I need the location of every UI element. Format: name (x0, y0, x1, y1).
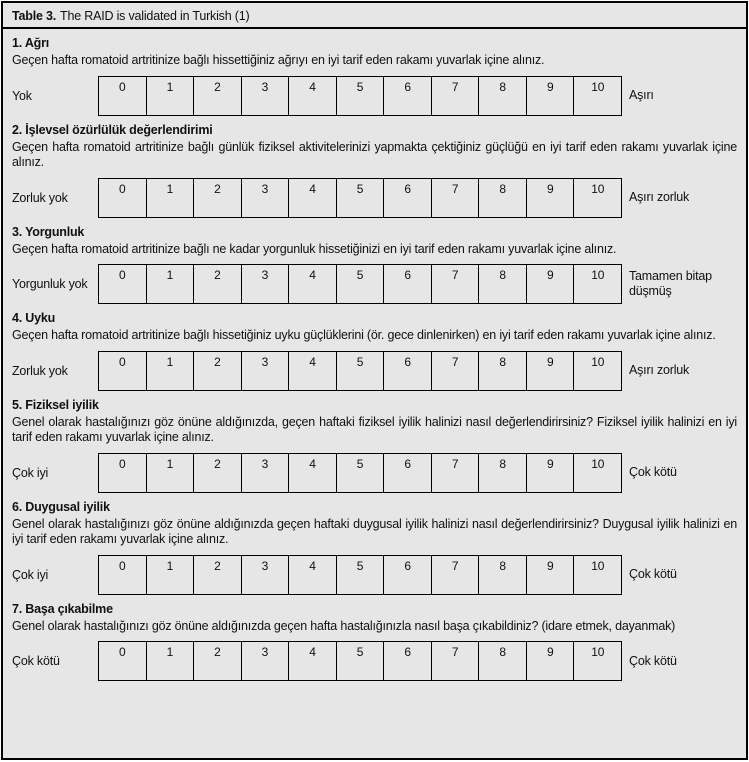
item-6-scale-row (12, 555, 737, 595)
scale-cell-10: 10 (591, 456, 605, 471)
item-6-right-anchor: Çok kötü (629, 567, 677, 581)
scale-cell-1: 1 (147, 179, 195, 217)
scale-cell-5: 5 (337, 642, 385, 680)
item-4-heading: 4. Uyku (12, 311, 56, 325)
scale-cell-7: 7 (432, 352, 480, 390)
item-3-scale (98, 264, 622, 304)
scale-cell-7: 7 (432, 77, 480, 115)
item-5-physical-wellbeing (12, 398, 737, 493)
item-2-scale (98, 178, 622, 218)
scale-cell-7: 7 (432, 642, 480, 680)
item-7-scale-row (12, 641, 737, 681)
scale-cell-10: 10 (591, 181, 605, 196)
scale-cell-2: 2 (194, 77, 242, 115)
scale-cell-3: 3 (242, 642, 290, 680)
scale-cell-2: 2 (194, 454, 242, 492)
scale-cell-2: 2 (194, 556, 242, 594)
scale-cell-3: 3 (242, 454, 290, 492)
scale-cell-3: 3 (242, 179, 290, 217)
scale-cell-6: 6 (384, 454, 432, 492)
item-1-description: Geçen hafta romatoid artritinize bağlı hissettiğiniz ağrıyı en iyi tarif eden rakamı yuvarlak içine alınız. (12, 53, 545, 67)
scale-cell-6: 6 (384, 77, 432, 115)
scale-cell-8: 8 (479, 265, 527, 303)
scale-cell-5: 5 (337, 77, 385, 115)
item-4-left-anchor: Zorluk yok (12, 363, 68, 378)
item-1-right-anchor: Aşırı (629, 88, 654, 102)
item-7-right-anchor: Çok kötü (629, 653, 677, 668)
scale-cell-0: 0 (99, 556, 147, 594)
table-caption (3, 3, 746, 29)
scale-cell-6: 6 (384, 642, 432, 680)
scale-cell-10: 10 (591, 354, 605, 369)
item-6-emotional-wellbeing (12, 500, 737, 595)
scale-cell-10: 10 (591, 268, 605, 282)
scale-cell-1: 1 (147, 265, 195, 303)
scale-cell-9: 9 (527, 642, 575, 680)
scale-cell-8: 8 (479, 642, 527, 680)
scale-cell-5: 5 (337, 179, 385, 217)
scale-cell-3: 3 (242, 77, 290, 115)
scale-cell-6: 6 (384, 352, 432, 390)
scale-cell-4: 4 (289, 556, 337, 594)
scale-cell-1: 1 (147, 77, 195, 115)
scale-cell-10: 10 (591, 645, 605, 659)
item-2-right-anchor: Aşırı zorluk (629, 190, 690, 204)
item-5-description: Genel olarak hastalığınızı göz önüne aldığınızda, geçen haftaki fiziksel iyilik halinizi nasıl değerlendirirsiniz? Fiziksel iyilik halinizi en iyi tarif eden rakamı yuvarlak içine alınız. (12, 414, 737, 444)
scale-cell-0: 0 (99, 77, 147, 115)
item-3-heading: 3. Yorgunluk (12, 224, 85, 239)
item-3-scale-row (12, 264, 737, 304)
item-7-left-anchor: Çok kötü (12, 654, 60, 668)
scale-cell-1: 1 (147, 556, 195, 594)
scale-cell-4: 4 (289, 454, 337, 492)
scale-cell-0: 0 (99, 454, 147, 492)
item-7-description: Genel olarak hastalığınızı göz önüne aldığınızda geçen hafta hastalığınızla nasıl başa çıkabildiniz? (idare etmek, dayanmak) (12, 618, 676, 633)
item-5-left-anchor: Çok iyi (12, 465, 49, 480)
scale-cell-9: 9 (527, 179, 575, 217)
scale-cell-1: 1 (147, 352, 195, 390)
table-caption-label: Table 3. (12, 9, 57, 23)
scale-cell-8: 8 (479, 77, 527, 115)
scale-cell-1: 1 (147, 642, 195, 680)
item-3-fatigue (12, 225, 737, 305)
scale-cell-4: 4 (289, 179, 337, 217)
scale-cell-6: 6 (384, 179, 432, 217)
scale-cell-8: 8 (479, 179, 527, 217)
scale-cell-8: 8 (479, 454, 527, 492)
scale-cell-7: 7 (432, 179, 480, 217)
item-2-functional-disability (12, 123, 737, 218)
scale-cell-5: 5 (337, 265, 385, 303)
item-5-scale (98, 453, 622, 493)
item-2-description: Geçen hafta romatoid artritinize bağlı günlük fiziksel aktivitelerinizi yapmakta çektiğiniz güçlüğü en iyi tarif eden rakamı yuvarlak içine alınız. (12, 139, 737, 169)
scale-cell-10: 10 (591, 558, 605, 573)
scale-cell-0: 0 (99, 352, 147, 390)
item-5-heading: 5. Fiziksel iyilik (12, 397, 99, 412)
item-3-left-anchor: Yorgunluk yok (12, 277, 88, 291)
scale-cell-3: 3 (242, 265, 290, 303)
scale-cell-0: 0 (99, 265, 147, 303)
item-6-scale (98, 555, 622, 595)
item-1-heading: 1. Ağrı (12, 36, 50, 50)
scale-cell-10: 10 (591, 79, 605, 94)
scale-cell-4: 4 (289, 642, 337, 680)
item-7-heading: 7. Başa çıkabilme (12, 601, 113, 616)
scale-cell-3: 3 (242, 556, 290, 594)
item-5-scale-row (12, 453, 737, 493)
item-1-pain (12, 36, 737, 116)
item-4-scale (98, 351, 622, 391)
table-caption-text: The RAID is validated in Turkish (1) (60, 9, 250, 23)
scale-cell-5: 5 (337, 352, 385, 390)
scale-cell-4: 4 (289, 265, 337, 303)
scale-cell-0: 0 (99, 642, 147, 680)
item-2-scale-row (12, 178, 737, 218)
scale-cell-9: 9 (527, 77, 575, 115)
item-5-right-anchor: Çok kötü (629, 465, 677, 479)
item-4-right-anchor: Aşırı zorluk (629, 363, 690, 377)
scale-cell-9: 9 (527, 454, 575, 492)
item-3-right-anchor: Tamamen bitap düşmüş (629, 269, 712, 298)
scale-cell-9: 9 (527, 556, 575, 594)
item-7-scale (98, 641, 622, 681)
scale-cell-4: 4 (289, 352, 337, 390)
item-4-sleep (12, 311, 737, 391)
scale-cell-6: 6 (384, 265, 432, 303)
item-4-description: Geçen hafta romatoid artritinize bağlı hissetiğiniz uyku güçlüklerini (ör. gece dinlenirken) en iyi tarif eden rakamı yuvarlak içine alınız. (12, 328, 716, 342)
scale-cell-2: 2 (194, 642, 242, 680)
scale-cell-8: 8 (479, 352, 527, 390)
item-7-coping (12, 602, 737, 682)
scale-cell-2: 2 (194, 179, 242, 217)
table3-raid-turkish (1, 1, 748, 760)
item-6-heading: 6. Duygusal iyilik (12, 499, 110, 514)
item-3-description: Geçen hafta romatoid artritinize bağlı ne kadar yorgunluk hissetiğinizi en iyi tarif eden rakamı yuvarlak içine alınız. (12, 241, 617, 256)
item-2-left-anchor: Zorluk yok (12, 190, 68, 205)
item-6-description: Genel olarak hastalığınızı göz önüne aldığınızda geçen haftaki duygusal iyilik halinizi nasıl değerlendirirsiniz? Duygusal iyilik halinizi en iyi tarif eden rakamı yuvarlak içine alınız. (12, 516, 737, 546)
scale-cell-9: 9 (527, 352, 575, 390)
scale-cell-3: 3 (242, 352, 290, 390)
scale-cell-5: 5 (337, 556, 385, 594)
scale-cell-9: 9 (527, 265, 575, 303)
item-1-scale (98, 76, 622, 116)
scale-cell-0: 0 (99, 179, 147, 217)
scale-cell-5: 5 (337, 454, 385, 492)
scale-cell-7: 7 (432, 265, 480, 303)
scale-cell-1: 1 (147, 454, 195, 492)
scale-cell-7: 7 (432, 556, 480, 594)
scale-cell-2: 2 (194, 352, 242, 390)
scale-cell-7: 7 (432, 454, 480, 492)
item-1-left-anchor: Yok (12, 88, 32, 103)
item-4-scale-row (12, 351, 737, 391)
scale-cell-6: 6 (384, 556, 432, 594)
scale-cell-4: 4 (289, 77, 337, 115)
item-1-scale-row (12, 76, 737, 116)
item-2-heading: 2. İşlevsel özürlülük değerlendirimi (12, 122, 213, 137)
scale-cell-8: 8 (479, 556, 527, 594)
item-6-left-anchor: Çok iyi (12, 567, 49, 582)
scale-cell-2: 2 (194, 265, 242, 303)
